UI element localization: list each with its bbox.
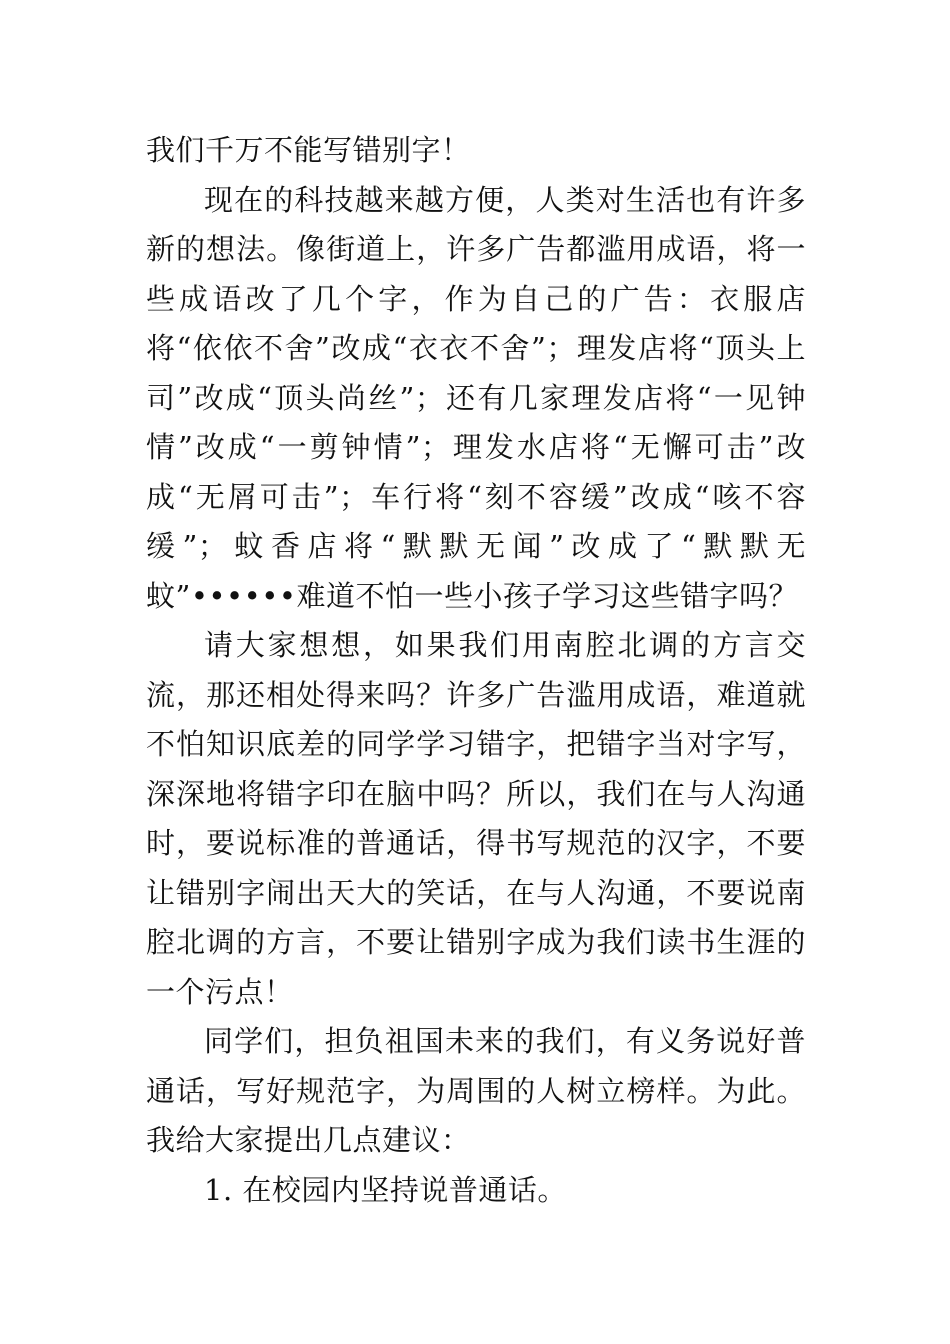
paragraph-advertising-idioms: 现在的科技越来越方便，人类对生活也有许多新的想法。像街道上，许多广告都滥用成语，将一些成语改了几个字，作为自己的广告：衣服店将“依依不舍”改成“衣衣不舍”；理发店将“顶头上司”改成“顶头尚丝”；还有几家理发店将“一见钟情”改成“一剪钟情”；理发水店将“无懈可击”改成“无屑可击”；车行将“刻不容缓”改成“咳不容缓”；蚊香店将“默默无闻”改成了“默默无蚊”••••••难道不怕一些小孩子学习这些错字吗？ — [146, 182, 806, 613]
paragraph-suggestions-intro: 同学们，担负祖国未来的我们，有义务说好普通话，写好规范字，为周围的人树立榜样。为此。我给大家提出几点建议： — [146, 1024, 806, 1157]
paragraph-dialect-communication: 请大家想想，如果我们用南腔北调的方言交流，那还相处得来吗？许多广告滥用成语，难道就不怕知识底差的同学学习错字，把错字当对字写，深深地将错字印在脑中吗？所以，我们在与人沟通时，要说标准的普通话，得书写规范的汉字，不要让错别字闹出天大的笑话，在与人沟通，不要说南腔北调的方言，不要让错别字成为我们读书生涯的一个污点！ — [146, 628, 806, 1009]
paragraph-conclusion: 我们千万不能写错别字！ — [146, 133, 471, 167]
list-item: 1. 在校园内坚持说普通话。 — [204, 1172, 567, 1207]
document-page — [146, 126, 806, 1215]
